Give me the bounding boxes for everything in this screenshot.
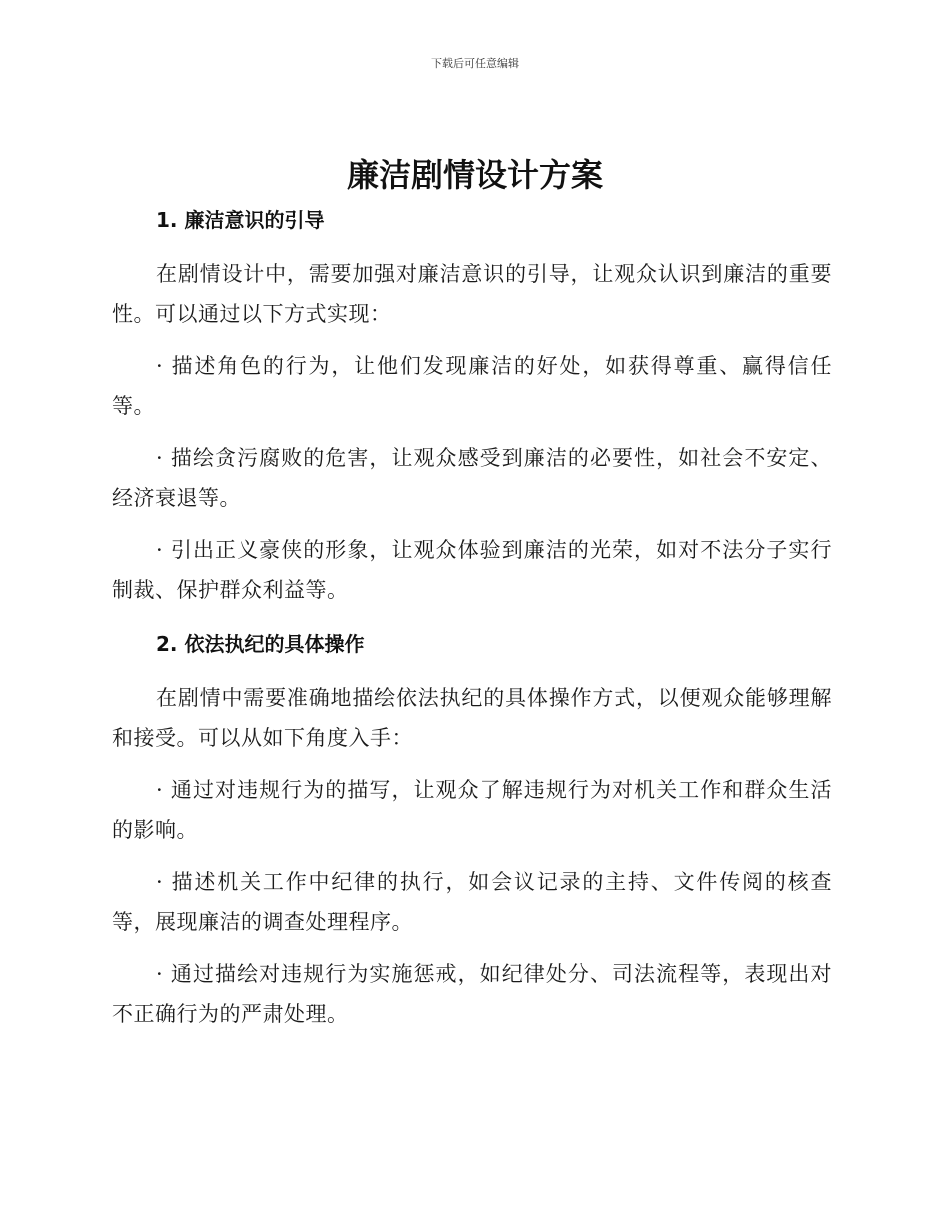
section-2-paragraph: 在剧情中需要准确地描绘依法执纪的具体操作方式，以便观众能够理解和接受。可以从如下角度入手： bbox=[112, 686, 832, 750]
section-2-bullet: · 通过描绘对违规行为实施惩戒，如纪律处分、司法流程等，表现出对不正确行为的严肃处理。 bbox=[112, 962, 832, 1026]
section-2-bullet: · 通过对违规行为的描写，让观众了解违规行为对机关工作和群众生活的影响。 bbox=[112, 778, 832, 842]
section-1-bullet: · 引出正义豪侠的形象，让观众体验到廉洁的光荣，如对不法分子实行制裁、保护群众利益等。 bbox=[112, 538, 832, 602]
section-heading-2: 2. 依法执纪的具体操作 bbox=[156, 632, 365, 656]
section-heading-1: 1. 廉洁意识的引导 bbox=[156, 208, 325, 232]
section-1-bullet: · 描述角色的行为，让他们发现廉洁的好处，如获得尊重、赢得信任等。 bbox=[112, 354, 832, 418]
page-header-note: 下载后可任意编辑 bbox=[431, 57, 519, 70]
section-1-bullet: · 描绘贪污腐败的危害，让观众感受到廉洁的必要性，如社会不安定、经济衰退等。 bbox=[112, 446, 832, 510]
section-1-paragraph: 在剧情设计中，需要加强对廉洁意识的引导，让观众认识到廉洁的重要性。可以通过以下方式实现： bbox=[112, 262, 832, 326]
section-2-bullet: · 描述机关工作中纪律的执行，如会议记录的主持、文件传阅的核查等，展现廉洁的调查处理程序。 bbox=[112, 870, 832, 934]
document-body bbox=[112, 200, 832, 1034]
document-title: 廉洁剧情设计方案 bbox=[346, 156, 603, 194]
